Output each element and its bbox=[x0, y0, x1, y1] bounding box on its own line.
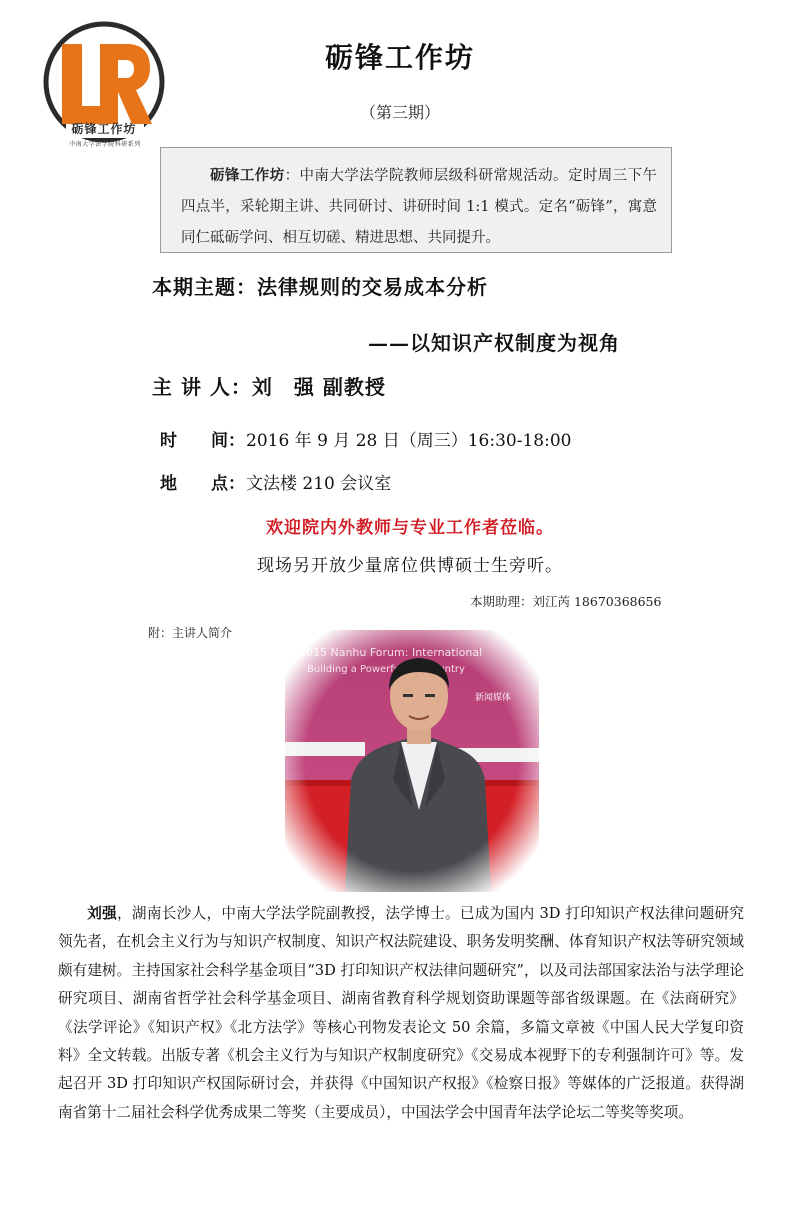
intro-box bbox=[160, 147, 672, 253]
audit-note: 现场另开放少量席位供博硕士生旁听。 bbox=[257, 556, 563, 576]
bio-name: 刘强 bbox=[87, 905, 118, 922]
page-title: 砺锋工作坊 bbox=[324, 41, 475, 74]
speaker-line: 主 讲 人：刘 强 副教授 bbox=[152, 375, 386, 399]
welcome-note: 欢迎院内外教师与专业工作者莅临。 bbox=[266, 518, 554, 538]
logo-name: 砺锋工作坊 bbox=[71, 122, 137, 136]
time-value: 2016 年 9 月 28 日（周三）16:30-18:00 bbox=[246, 431, 572, 451]
time-label: 时 间： bbox=[160, 431, 245, 451]
speaker-bio bbox=[58, 900, 744, 1127]
issue-number: （第三期） bbox=[359, 103, 440, 122]
place-row bbox=[160, 469, 391, 494]
intro-label: 砺锋工作坊 bbox=[210, 167, 285, 184]
place-label: 地 点： bbox=[160, 474, 245, 494]
topic-subtitle: ——以知识产权制度为视角 bbox=[368, 331, 620, 355]
topic-title: 本期主题：法律规则的交易成本分析 bbox=[152, 275, 488, 299]
assistant-contact: 本期助理：刘江芮 18670368656 bbox=[470, 594, 662, 609]
place-value: 文法楼 210 会议室 bbox=[246, 474, 392, 494]
speaker-photo bbox=[285, 630, 539, 892]
logo-caption: 中南大学法学院科研系列 bbox=[69, 141, 141, 148]
intro-text: ：中南大学法学院教师层级科研常规活动。定时周三下午四点半，采轮期主讲、共同研讨、讲研时间 1:1 模式。定名“砺锋”，寓意同仁砥砺学问、相互切磋、精进思想、共同提升。 bbox=[181, 168, 658, 246]
appendix-label: 附：主讲人简介 bbox=[148, 626, 233, 640]
bio-text: ，湖南长沙人，中南大学法学院副教授，法学博士。已成为国内 3D 打印知识产权法律问题研究领先者，在机会主义行为与知识产权制度、知识产权法院建设、职务发明奖酬、体育知识产权法等研究领域颇有建树。主持国家社会科学基金项目“3D 打印知识产权法律问题研究”，以及司法部国家法治与法学理论研究项目、湖南省哲学社会科学基金项目、湖南省教育科学规划资助课题等部省级课题。在《法商研究》《法学评论》《知识产权》《北方法学》等核心刊物发表论文 50 余篇，多篇文章被《中国人民大学复印资料》全文转载。出版专著《机会主义行为与知识产权制度研究》《交易成本视野下的专利强制许可》等。发起召开 3D 打印知识产权国际研讨会，并获得《中国知识产权报》《检察日报》等媒体的广泛报道。获得湖南省第十二届社会科学优秀成果二等奖（主要成员），中国法学会中国青年法学论坛二等奖等奖项。 bbox=[58, 905, 744, 1121]
time-row bbox=[160, 426, 571, 451]
